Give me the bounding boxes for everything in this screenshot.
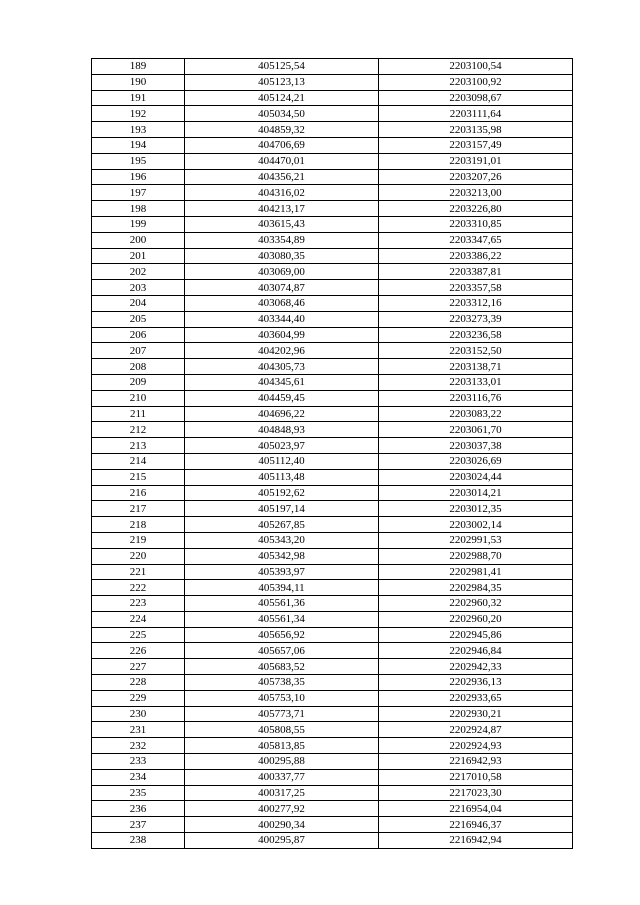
table-row xyxy=(92,564,573,580)
table-row xyxy=(92,690,573,706)
point-number-cell: 202 xyxy=(92,264,185,280)
table-row xyxy=(92,453,573,469)
point-number-cell: 234 xyxy=(92,769,185,785)
y-coordinate-cell: 2202988,70 xyxy=(379,548,573,564)
x-coordinate-cell: 405561,36 xyxy=(185,596,379,612)
table-row xyxy=(92,169,573,185)
x-coordinate-cell: 404213,17 xyxy=(185,201,379,217)
point-number-cell: 208 xyxy=(92,359,185,375)
point-number-cell: 204 xyxy=(92,295,185,311)
table-row xyxy=(92,311,573,327)
point-number-cell: 219 xyxy=(92,532,185,548)
table-row xyxy=(92,643,573,659)
x-coordinate-cell: 405343,20 xyxy=(185,532,379,548)
point-number-cell: 196 xyxy=(92,169,185,185)
y-coordinate-cell: 2203310,85 xyxy=(379,216,573,232)
y-coordinate-cell: 2202933,65 xyxy=(379,690,573,706)
x-coordinate-cell: 403354,89 xyxy=(185,232,379,248)
table-row xyxy=(92,185,573,201)
table-row xyxy=(92,74,573,90)
y-coordinate-cell: 2202991,53 xyxy=(379,532,573,548)
x-coordinate-cell: 404345,61 xyxy=(185,374,379,390)
point-number-cell: 194 xyxy=(92,137,185,153)
table-row xyxy=(92,627,573,643)
y-coordinate-cell: 2202924,93 xyxy=(379,738,573,754)
table-row xyxy=(92,469,573,485)
table-row xyxy=(92,580,573,596)
table-row xyxy=(92,106,573,122)
point-number-cell: 228 xyxy=(92,675,185,691)
y-coordinate-cell: 2217023,30 xyxy=(379,785,573,801)
x-coordinate-cell: 405657,06 xyxy=(185,643,379,659)
y-coordinate-cell: 2203273,39 xyxy=(379,311,573,327)
y-coordinate-cell: 2202984,35 xyxy=(379,580,573,596)
y-coordinate-cell: 2202960,20 xyxy=(379,611,573,627)
point-number-cell: 209 xyxy=(92,374,185,390)
table-row xyxy=(92,406,573,422)
y-coordinate-cell: 2203157,49 xyxy=(379,137,573,153)
table-row xyxy=(92,722,573,738)
x-coordinate-cell: 405023,97 xyxy=(185,438,379,454)
x-coordinate-cell: 405738,35 xyxy=(185,675,379,691)
point-number-cell: 221 xyxy=(92,564,185,580)
point-number-cell: 214 xyxy=(92,453,185,469)
y-coordinate-cell: 2203083,22 xyxy=(379,406,573,422)
x-coordinate-cell: 400295,87 xyxy=(185,833,379,849)
table-row xyxy=(92,754,573,770)
x-coordinate-cell: 405561,34 xyxy=(185,611,379,627)
point-number-cell: 231 xyxy=(92,722,185,738)
y-coordinate-cell: 2203111,64 xyxy=(379,106,573,122)
x-coordinate-cell: 404459,45 xyxy=(185,390,379,406)
y-coordinate-cell: 2203100,54 xyxy=(379,59,573,75)
x-coordinate-cell: 403615,43 xyxy=(185,216,379,232)
y-coordinate-cell: 2202960,32 xyxy=(379,596,573,612)
y-coordinate-cell: 2203191,01 xyxy=(379,153,573,169)
table-row xyxy=(92,248,573,264)
x-coordinate-cell: 405813,85 xyxy=(185,738,379,754)
point-number-cell: 223 xyxy=(92,596,185,612)
y-coordinate-cell: 2202945,86 xyxy=(379,627,573,643)
x-coordinate-cell: 403068,46 xyxy=(185,295,379,311)
table-row xyxy=(92,438,573,454)
x-coordinate-cell: 405342,98 xyxy=(185,548,379,564)
point-number-cell: 235 xyxy=(92,785,185,801)
point-number-cell: 220 xyxy=(92,548,185,564)
x-coordinate-cell: 405112,40 xyxy=(185,453,379,469)
x-coordinate-cell: 403069,00 xyxy=(185,264,379,280)
point-number-cell: 237 xyxy=(92,817,185,833)
point-number-cell: 226 xyxy=(92,643,185,659)
point-number-cell: 217 xyxy=(92,501,185,517)
x-coordinate-cell: 405113,48 xyxy=(185,469,379,485)
y-coordinate-cell: 2203138,71 xyxy=(379,359,573,375)
y-coordinate-cell: 2203061,70 xyxy=(379,422,573,438)
table-row xyxy=(92,264,573,280)
point-number-cell: 200 xyxy=(92,232,185,248)
point-number-cell: 212 xyxy=(92,422,185,438)
point-number-cell: 218 xyxy=(92,517,185,533)
x-coordinate-cell: 404470,01 xyxy=(185,153,379,169)
x-coordinate-cell: 405034,50 xyxy=(185,106,379,122)
x-coordinate-cell: 404706,69 xyxy=(185,137,379,153)
y-coordinate-cell: 2202981,41 xyxy=(379,564,573,580)
y-coordinate-cell: 2216946,37 xyxy=(379,817,573,833)
table-row xyxy=(92,501,573,517)
x-coordinate-cell: 404202,96 xyxy=(185,343,379,359)
table-row xyxy=(92,517,573,533)
table-row xyxy=(92,122,573,138)
x-coordinate-cell: 405394,11 xyxy=(185,580,379,596)
y-coordinate-cell: 2202936,13 xyxy=(379,675,573,691)
point-number-cell: 193 xyxy=(92,122,185,138)
y-coordinate-cell: 2203002,14 xyxy=(379,517,573,533)
point-number-cell: 195 xyxy=(92,153,185,169)
x-coordinate-cell: 403604,99 xyxy=(185,327,379,343)
table-row xyxy=(92,596,573,612)
table-row xyxy=(92,422,573,438)
y-coordinate-cell: 2217010,58 xyxy=(379,769,573,785)
table-row xyxy=(92,817,573,833)
table-row xyxy=(92,833,573,849)
y-coordinate-cell: 2203312,16 xyxy=(379,295,573,311)
x-coordinate-cell: 404859,32 xyxy=(185,122,379,138)
y-coordinate-cell: 2202942,33 xyxy=(379,659,573,675)
table-row xyxy=(92,611,573,627)
point-number-cell: 205 xyxy=(92,311,185,327)
x-coordinate-cell: 403074,87 xyxy=(185,280,379,296)
table-row xyxy=(92,232,573,248)
x-coordinate-cell: 405753,10 xyxy=(185,690,379,706)
y-coordinate-cell: 2203098,67 xyxy=(379,90,573,106)
point-number-cell: 230 xyxy=(92,706,185,722)
y-coordinate-cell: 2202946,84 xyxy=(379,643,573,659)
point-number-cell: 198 xyxy=(92,201,185,217)
point-number-cell: 203 xyxy=(92,280,185,296)
x-coordinate-cell: 405124,21 xyxy=(185,90,379,106)
point-number-cell: 225 xyxy=(92,627,185,643)
y-coordinate-cell: 2203386,22 xyxy=(379,248,573,264)
table-row xyxy=(92,295,573,311)
y-coordinate-cell: 2216954,04 xyxy=(379,801,573,817)
table-row xyxy=(92,59,573,75)
point-number-cell: 215 xyxy=(92,469,185,485)
x-coordinate-cell: 400277,92 xyxy=(185,801,379,817)
point-number-cell: 206 xyxy=(92,327,185,343)
table-row xyxy=(92,359,573,375)
y-coordinate-cell: 2203357,58 xyxy=(379,280,573,296)
y-coordinate-cell: 2203133,01 xyxy=(379,374,573,390)
y-coordinate-cell: 2203116,76 xyxy=(379,390,573,406)
point-number-cell: 197 xyxy=(92,185,185,201)
table-row xyxy=(92,769,573,785)
table-row xyxy=(92,485,573,501)
x-coordinate-cell: 400317,25 xyxy=(185,785,379,801)
table-row xyxy=(92,532,573,548)
point-number-cell: 201 xyxy=(92,248,185,264)
table-row xyxy=(92,548,573,564)
point-number-cell: 236 xyxy=(92,801,185,817)
table-row xyxy=(92,675,573,691)
y-coordinate-cell: 2203213,00 xyxy=(379,185,573,201)
table-row xyxy=(92,153,573,169)
x-coordinate-cell: 404356,21 xyxy=(185,169,379,185)
x-coordinate-cell: 405808,55 xyxy=(185,722,379,738)
x-coordinate-cell: 400337,77 xyxy=(185,769,379,785)
table-row xyxy=(92,785,573,801)
point-number-cell: 207 xyxy=(92,343,185,359)
point-number-cell: 224 xyxy=(92,611,185,627)
point-number-cell: 191 xyxy=(92,90,185,106)
table-row xyxy=(92,343,573,359)
point-number-cell: 229 xyxy=(92,690,185,706)
table-row xyxy=(92,327,573,343)
y-coordinate-cell: 2203226,80 xyxy=(379,201,573,217)
y-coordinate-cell: 2203024,44 xyxy=(379,469,573,485)
y-coordinate-cell: 2203026,69 xyxy=(379,453,573,469)
table-row xyxy=(92,738,573,754)
point-number-cell: 189 xyxy=(92,59,185,75)
x-coordinate-cell: 405125,54 xyxy=(185,59,379,75)
y-coordinate-cell: 2202924,87 xyxy=(379,722,573,738)
y-coordinate-cell: 2203347,65 xyxy=(379,232,573,248)
point-number-cell: 190 xyxy=(92,74,185,90)
point-number-cell: 233 xyxy=(92,754,185,770)
point-number-cell: 232 xyxy=(92,738,185,754)
y-coordinate-cell: 2203012,35 xyxy=(379,501,573,517)
table-row xyxy=(92,659,573,675)
x-coordinate-cell: 400295,88 xyxy=(185,754,379,770)
point-number-cell: 210 xyxy=(92,390,185,406)
point-number-cell: 213 xyxy=(92,438,185,454)
point-number-cell: 199 xyxy=(92,216,185,232)
y-coordinate-cell: 2203037,38 xyxy=(379,438,573,454)
point-number-cell: 227 xyxy=(92,659,185,675)
x-coordinate-cell: 405393,97 xyxy=(185,564,379,580)
table-row xyxy=(92,374,573,390)
x-coordinate-cell: 404316,02 xyxy=(185,185,379,201)
table-row xyxy=(92,201,573,217)
y-coordinate-cell: 2203135,98 xyxy=(379,122,573,138)
table-row xyxy=(92,280,573,296)
coordinates-table-body xyxy=(92,59,573,849)
table-row xyxy=(92,90,573,106)
x-coordinate-cell: 405267,85 xyxy=(185,517,379,533)
x-coordinate-cell: 405197,14 xyxy=(185,501,379,517)
y-coordinate-cell: 2216942,93 xyxy=(379,754,573,770)
point-number-cell: 211 xyxy=(92,406,185,422)
table-row xyxy=(92,216,573,232)
y-coordinate-cell: 2203014,21 xyxy=(379,485,573,501)
point-number-cell: 222 xyxy=(92,580,185,596)
point-number-cell: 192 xyxy=(92,106,185,122)
y-coordinate-cell: 2203236,58 xyxy=(379,327,573,343)
y-coordinate-cell: 2202930,21 xyxy=(379,706,573,722)
y-coordinate-cell: 2203207,26 xyxy=(379,169,573,185)
table-row xyxy=(92,801,573,817)
x-coordinate-cell: 405773,71 xyxy=(185,706,379,722)
y-coordinate-cell: 2203100,92 xyxy=(379,74,573,90)
x-coordinate-cell: 400290,34 xyxy=(185,817,379,833)
x-coordinate-cell: 404696,22 xyxy=(185,406,379,422)
table-row xyxy=(92,706,573,722)
point-number-cell: 238 xyxy=(92,833,185,849)
x-coordinate-cell: 403080,35 xyxy=(185,248,379,264)
x-coordinate-cell: 405683,52 xyxy=(185,659,379,675)
y-coordinate-cell: 2203387,81 xyxy=(379,264,573,280)
y-coordinate-cell: 2216942,94 xyxy=(379,833,573,849)
table-row xyxy=(92,390,573,406)
x-coordinate-cell: 405123,13 xyxy=(185,74,379,90)
table-row xyxy=(92,137,573,153)
y-coordinate-cell: 2203152,50 xyxy=(379,343,573,359)
x-coordinate-cell: 403344,40 xyxy=(185,311,379,327)
x-coordinate-cell: 404848,93 xyxy=(185,422,379,438)
coordinates-table xyxy=(91,58,573,849)
x-coordinate-cell: 405192,62 xyxy=(185,485,379,501)
point-number-cell: 216 xyxy=(92,485,185,501)
x-coordinate-cell: 404305,73 xyxy=(185,359,379,375)
x-coordinate-cell: 405656,92 xyxy=(185,627,379,643)
